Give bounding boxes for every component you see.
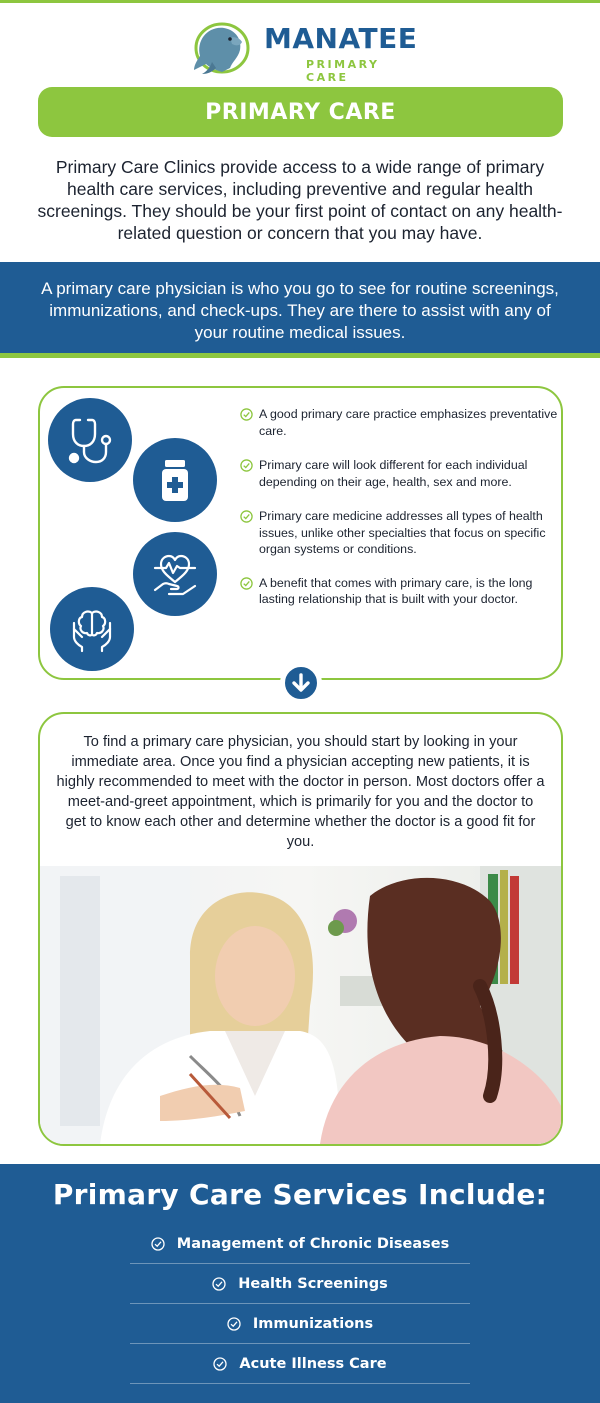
manatee-logo-icon	[186, 12, 256, 78]
brand-name: MANATEE	[264, 22, 418, 55]
check-circle-icon	[227, 1317, 241, 1331]
medicine-bottle-icon	[149, 454, 201, 506]
service-label: Immunizations	[252, 1315, 374, 1332]
fact-text: Primary care medicine addresses all types of health issues, unlike other specialties that focus on specific organ systems or conditions.	[259, 509, 546, 556]
list-item	[240, 575, 558, 608]
doctor-patient-illustration	[40, 866, 561, 1144]
list-item	[240, 508, 558, 558]
services-heading: Primary Care Services Include:	[52, 1178, 548, 1211]
heart-hand-circle	[133, 532, 217, 616]
check-circle-icon	[212, 1277, 226, 1291]
service-label: Acute Illness Care	[239, 1355, 387, 1372]
physician-info-band	[0, 262, 600, 358]
check-circle-icon	[240, 577, 253, 590]
brand-tagline-text: PRIMARY CARE	[306, 58, 380, 84]
service-item-chronic-diseases[interactable]	[130, 1224, 470, 1264]
heart-in-hand-icon	[149, 548, 201, 600]
brand-logo[interactable]	[186, 12, 426, 84]
service-label: Management of Chronic Diseases	[176, 1235, 450, 1252]
fact-text: A benefit that comes with primary care, is the long lasting relationship that is built with your doctor.	[259, 575, 533, 606]
top-accent-line	[0, 0, 600, 3]
facts-list	[240, 406, 558, 626]
arrow-down-icon	[290, 672, 312, 694]
stethoscope-circle	[48, 398, 132, 482]
brain-in-hands-icon	[66, 603, 118, 655]
intro-paragraph: Primary Care Clinics provide access to a wide range of primary health care services, including preventive and regular health screenings. They should be your first point of contact on any health-related question or concern that you may have.	[37, 157, 563, 243]
service-item-immunizations[interactable]	[130, 1304, 470, 1344]
doctor-consultation-photo	[40, 866, 561, 1144]
fact-text: A good primary care practice emphasizes preventative care.	[259, 407, 558, 438]
check-circle-icon	[213, 1357, 227, 1371]
check-circle-icon	[240, 408, 253, 421]
service-item-health-screenings[interactable]	[130, 1264, 470, 1304]
check-circle-icon	[240, 459, 253, 472]
find-physician-card	[38, 712, 563, 1146]
check-circle-icon	[151, 1237, 165, 1251]
check-circle-icon	[240, 510, 253, 523]
stethoscope-icon	[64, 414, 116, 466]
medicine-bottle-circle	[133, 438, 217, 522]
brain-hands-circle	[50, 587, 134, 671]
fact-text: Primary care will look different for each individual depending on their age, health, sex and more.	[259, 458, 528, 489]
physician-info-text: A primary care physician is who you go to see for routine screenings, immunizations, and check-ups. They are there to assist with any of your routine medical issues.	[41, 279, 559, 342]
list-item	[240, 457, 558, 490]
service-item-acute-illness[interactable]	[130, 1344, 470, 1384]
find-physician-text: To find a primary care physician, you should start by looking in your immediate area. Once you find a physician accepting new patients, it is highly recommended to meet with the doctor in person. Most doctors offer a meet-and-greet appointment, which is primarily for you and the doctor to get to know each other and determine whether the doctor is a good fit for you.	[56, 734, 545, 850]
list-item	[240, 406, 558, 439]
page-title-banner	[38, 87, 563, 137]
brand-tagline	[306, 58, 426, 84]
down-arrow-connector	[282, 664, 320, 702]
service-label: Health Screenings	[238, 1275, 388, 1292]
page-title: PRIMARY CARE	[205, 99, 396, 125]
